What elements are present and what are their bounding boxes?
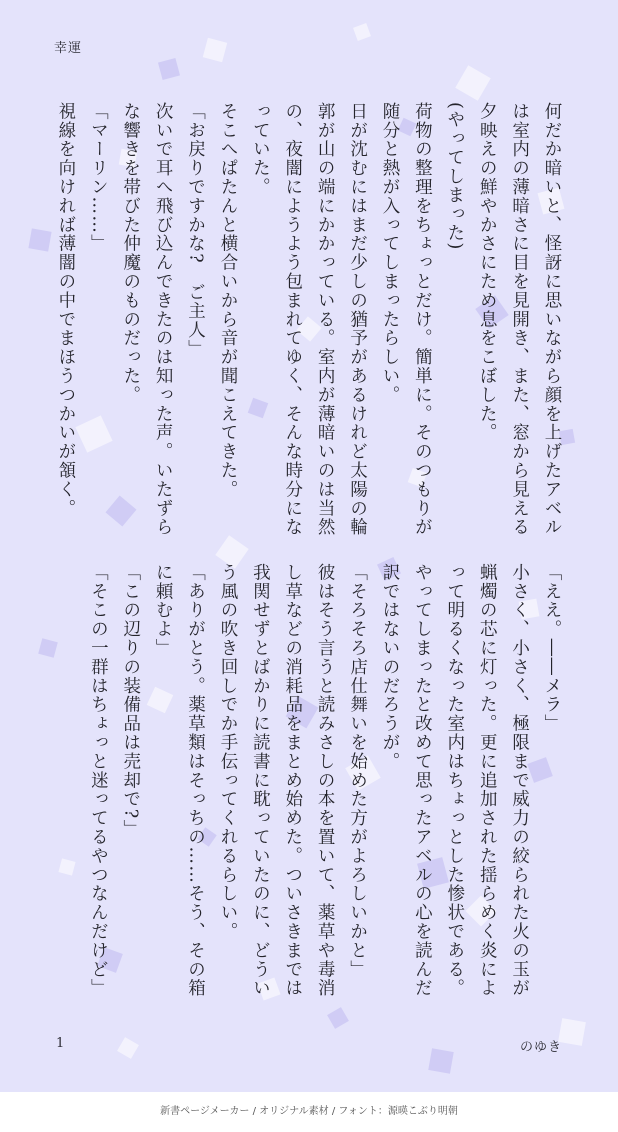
credit-line: 新書ページメーカー / オリジナル素材 / フォント：源暎こぶり明朝	[0, 1092, 618, 1132]
page-number: 1	[56, 1036, 65, 1051]
paragraph: 「ええ。――メラ」	[542, 563, 562, 734]
page-header-title: 幸運	[54, 41, 83, 56]
paragraph: 次いで耳へ飛び込んできたのは知った声。いたずらな響きを帯びた仲魔のものだった。	[120, 102, 174, 537]
paragraph: 視線を向ければ薄闇の中でまほうつかいが頷く。	[55, 102, 76, 518]
paragraph: 「そろそろ店仕舞いを始めた方がよろしいかと」	[347, 563, 368, 979]
paragraph: 彼はそう言うと読みさしの本を置いて、薬草や毒消し草などの消耗品をまとめ始めた。ついさきまでは我関せずとばかりに読書に耽っていたのに、どういう風の吹き回しでか手伝ってくれるらしい。	[217, 563, 336, 998]
paragraph: 日が沈むにはまだ少しの猶予があるけれど太陽の輪郭が山の端にかかっている。室内が薄暗いのは当然の、夜闇にようよう包まれてゆく、そんな時分になっていた。	[250, 102, 368, 537]
paragraph: 何だか暗いと、怪訝に思いながら顔を上げたアベルは室内の薄暗さに目を見開き、また、窓から見える夕映えの鮮やかさにため息をこぼした。	[477, 102, 562, 537]
paragraph: 「ありがとう。薬草類はそっちの……そう、その箱に頼むよ」	[153, 563, 206, 998]
text-block-upper	[50, 102, 568, 544]
paragraph: 小さく、小さく、極限まで威力の絞られた火の玉が蝋燭の芯に灯った。更に追加された揺らめく炎によって明るくなった室内はちょっとした惨状である。やってしまったと改めて思ったアベルの心を読んだ訳ではないのだろうが。	[379, 563, 530, 998]
paragraph: (やってしまった)	[444, 102, 465, 251]
paragraph: 「この辺りの装備品は売却で?」	[120, 563, 141, 839]
paragraph: 荷物の整理をちょっとだけ。簡単に。そのつもりが随分と熱が入ってしまったらしい。	[379, 102, 433, 537]
author-name: のゆき	[519, 1040, 562, 1055]
paragraph: そこへぱたんと横合いから音が聞こえてきた。	[217, 102, 238, 499]
paragraph: 「マーリン……」	[88, 102, 109, 254]
paragraph: 「お戻りですかな? ご主人」	[185, 102, 206, 359]
text-block-lower	[50, 563, 568, 1005]
paragraph: 「そこの一群はちょっと迷ってるやつなんだけど」	[88, 563, 109, 998]
